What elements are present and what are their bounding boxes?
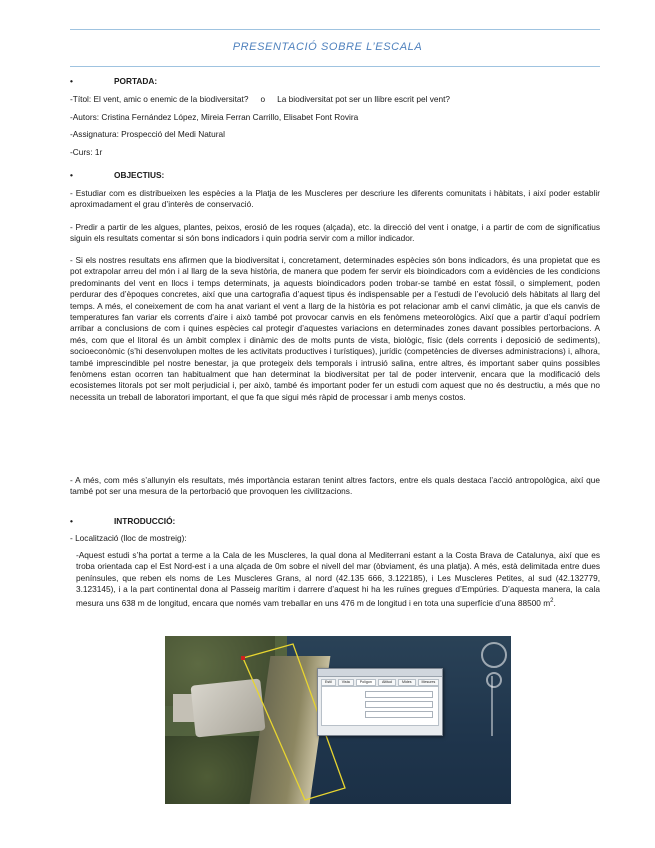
dialog-tab[interactable]: Mesures xyxy=(418,679,440,686)
dialog-row xyxy=(325,711,435,717)
dialog-tab[interactable]: Mides xyxy=(398,679,416,686)
titol-sub-bullet: o xyxy=(260,94,266,104)
dialog-tab[interactable]: Vista xyxy=(338,679,354,686)
objectius-paragraph-2: - Predir a partir de les algues, plantes, peixos, erosió de les roques (alçada), etc. la direcció del vent i onatge, i a partir de com de significatius siguin els resultats comentar si són bons indicadors i quin podria servir com a millor indicador. xyxy=(70,222,600,244)
section-heading-introduccio: INTRODUCCIÓ: xyxy=(114,516,176,526)
section-heading-portada: PORTADA: xyxy=(114,76,158,86)
dialog-row xyxy=(325,691,435,697)
dialog-field[interactable] xyxy=(365,691,433,698)
curs-line: -Curs: 1r xyxy=(70,147,103,157)
bullet: • xyxy=(70,516,73,526)
dialog-body xyxy=(321,686,439,726)
dialog-tabs xyxy=(318,677,442,686)
objectius-paragraph-3: - Si els nostres resultats ens afirmen que la biodiversitat i, concretament, determinades espècies són bons indicadors, és una propietat que es pot extrapolar arreu del món i al llarg de la seva història, de manera que podem fer servir els bioindicadors com a evidències de les condicions predominants del vent en llocs i temps determinats, ja aquests bioindicadors poden trobar-se també en estat fòssil, o simplement, poden perdurar des d’èpoques concretes, així que una cartografia d’aquest tipus és indispensable per a l’estudi de l’evolució dels hàbitats al llarg del temps. A més, el coneixement de com ha anat variant el vent a llarg de la història es pot relacionar amb el canvi climàtic, ja que els canvis de temperatures fan variar els corrents d’aire i això també pot provocar canvis en els fenòmens meteorològics. Així que a partir d’aquí podríem arribar a conclusions de com i quines espècies cal protegir d’aquestes variacions en determinades zones davant possibles pertorbacions. A més, com que el litoral és un àmbit complex i dinàmic des de molts punts de vista, biològic, físic (dels corrents i deposició de sediments), socioeconòmic (s’hi desenvolupen moltes de les activitats productives i turístiques), jurídic (competències de diverses administracions) i, alhora, també imprescindible pel nostre benestar, ja que protegeix dels temporals i intrusió salina, entre altres, és important saber quins possibles fenòmens estan ocorren tan habitualment que han determinat la biodiversitat per tal de poder intervenir, encara que la modificació dels ecosistemes litorals pot ser molt perjudicial i, per això, també és important poder fer un estudi com aquest que no és destructiu, a més que no necessita un treball de laboratori important, el que fa que sigui més ràpid de processar i amb menys costos. xyxy=(70,255,600,402)
bullet: • xyxy=(70,170,73,180)
bullet: • xyxy=(70,76,73,86)
zoom-slider[interactable] xyxy=(491,676,493,736)
satellite-map-image xyxy=(165,636,511,804)
title-rule xyxy=(70,66,600,67)
objectius-paragraph-4: - A més, com més s’allunyin els resultats, més importància estaran tenint altres factors, entre els quals destaca l’acció antropològica, així que també pot ser una mesura de la pertorbació que provoquen les civilitzacions. xyxy=(70,475,600,497)
dialog-row xyxy=(325,701,435,707)
introduccio-end: . xyxy=(553,597,556,608)
dialog-titlebar xyxy=(318,669,442,677)
assignatura-line: -Assignatura: Prospecció del Medi Natural xyxy=(70,129,225,139)
dialog-tab[interactable]: Polígon xyxy=(356,679,376,686)
localitzacio-line: - Localització (lloc de mostreig): xyxy=(70,533,187,543)
page-title: PRESENTACIÓ SOBRE L’ESCALA xyxy=(232,41,423,53)
compass-icon[interactable] xyxy=(481,642,507,668)
section-heading-objectius: OBJECTIUS: xyxy=(114,170,165,180)
objectius-paragraph-1: - Estudiar com es distribueixen les espècies a la Platja de les Muscleres per descriure les diferents comunitats i hàbitats, i així poder establir aproximadament el grau d’interès de conservació. xyxy=(70,188,600,210)
dialog-field[interactable] xyxy=(365,711,433,718)
introduccio-paragraph xyxy=(76,550,600,609)
dialog-tab[interactable]: Estil xyxy=(321,679,336,686)
polygon-properties-dialog xyxy=(317,668,443,736)
polygon-vertex xyxy=(241,656,245,660)
top-rule xyxy=(70,29,600,30)
zoom-knob-icon[interactable] xyxy=(486,672,502,688)
titol-alt-text: La biodiversitat pot ser un llibre escrit pel vent? xyxy=(277,94,451,104)
dialog-tab[interactable]: Altitud xyxy=(378,679,396,686)
autors-line: -Autors: Cristina Fernández López, Mireia Ferran Carrillo, Elisabet Font Rovira xyxy=(70,112,359,122)
dialog-field[interactable] xyxy=(365,701,433,708)
titol-line xyxy=(70,93,600,105)
introduccio-text: -Aquest estudi s’ha portat a terme a la Cala de les Muscleres, la qual dona al Mediterrani estant a la Costa Brava de Catalunya, així que es troba orientada cap el Est Nord-est i a una alçada de 0m sobre el nivell del mar (òbviament, és una platja). A més, està delimitada entre dues penínsules, que reben els noms de Les Muscleres Grans, al nord (42.135 666, 3.122185), i Les Muscleres Petites, al sud (42.132779, 3.123145), i a la part continental dona al Passeig marítim i darrere d’aquest hi ha les ruïnes gregues d’Empúries. D’aquesta manera, la cala mesura uns 638 m de longitud, encara que només vam treballar en uns 476 m de longitud i en tota una superfície d’una 88500 m xyxy=(76,550,600,608)
titol-text: -Títol: El vent, amic o enemic de la biodiversitat? xyxy=(70,94,249,104)
area-superscript: 2 xyxy=(550,597,554,604)
